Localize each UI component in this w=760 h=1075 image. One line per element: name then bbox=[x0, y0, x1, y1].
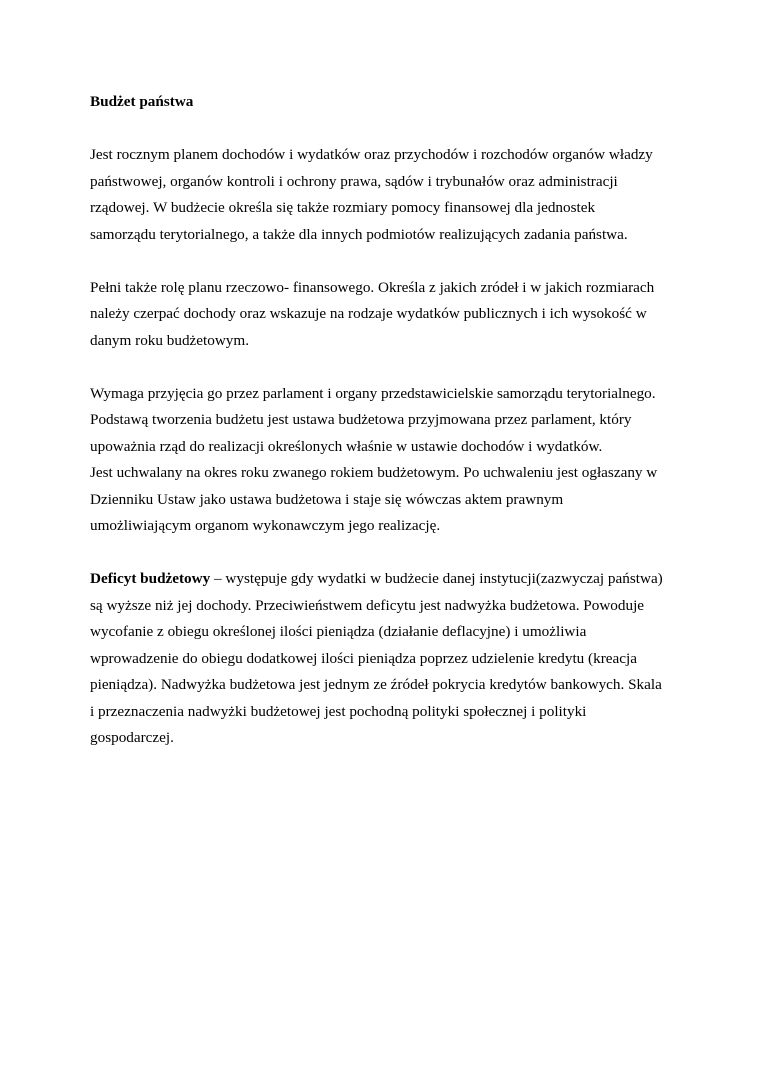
text-line: Podstawą tworzenia budżetu jest ustawa budżetowa przyjmowana przez parlament, który bbox=[90, 411, 632, 428]
text-line: samorządu terytorialnego, a także dla innych podmiotów realizujących zadania państwa. bbox=[90, 225, 628, 243]
text-line: należy czerpać dochody oraz wskazuje na rodzaje wydatków publicznych i ich wysokość w bbox=[90, 305, 647, 322]
paragraph-role bbox=[90, 275, 680, 355]
paragraph-deficit bbox=[90, 566, 680, 752]
paragraph-definition bbox=[90, 142, 680, 248]
text-line: gospodarczej. bbox=[90, 729, 174, 746]
deficit-first-line-text: – występuje gdy wydatki w budżecie danej instytucji(zazwyczaj państwa) bbox=[210, 570, 663, 587]
text-line: Wymaga przyjęcia go przez parlament i organy przedstawicielskie samorządu terytorialnego. bbox=[90, 384, 656, 402]
text-line: pieniądza). Nadwyżka budżetowa jest jednym ze źródeł pokrycia kredytów bankowych. Skala bbox=[90, 676, 662, 693]
text-line: rządowej. W budżecie określa się także rozmiary pomocy finansowej dla jednostek bbox=[90, 199, 596, 216]
text-line: i przeznaczenia nadwyżki budżetowej jest pochodną polityki społecznej i polityki bbox=[90, 702, 587, 720]
text-line: wprowadzenie do obiegu dodatkowej ilości pieniądza poprzez udzielenie kredytu (kreacja bbox=[90, 649, 637, 667]
text-line bbox=[90, 566, 680, 593]
paragraph-adoption bbox=[90, 381, 680, 540]
text-line: są wyższe niż jej dochody. Przeciwieństwem deficytu jest nadwyżka budżetowa. Powoduje bbox=[90, 596, 645, 614]
text-line: Pełni także rolę planu rzeczowo- finansowego. Określa z jakich zródeł i w jakich rozmiarach bbox=[90, 278, 655, 296]
text-line: danym roku budżetowym. bbox=[90, 331, 250, 349]
text-line: państwowej, organów kontroli i ochrony prawa, sądów i trybunałów oraz administracji bbox=[90, 172, 618, 190]
text-line: Jest rocznym planem dochodów i wydatków oraz przychodów i rozchodów organów władzy bbox=[90, 146, 653, 163]
deficit-term: Deficyt budżetowy bbox=[90, 570, 211, 587]
text-line: upoważnia rząd do realizacji określonych właśnie w ustawie dochodów i wydatków. bbox=[90, 437, 603, 455]
document-title: Budżet państwa bbox=[90, 93, 194, 110]
text-line: wycofanie z obiegu określonej ilości pieniądza (działanie deflacyjne) i umożliwia bbox=[90, 623, 587, 640]
text-line: umożliwiającym organom wykonawczym jego realizację. bbox=[90, 517, 441, 534]
document-body bbox=[90, 89, 680, 778]
text-line: Dzienniku Ustaw jako ustawa budżetowa i staje się wówczas aktem prawnym bbox=[90, 490, 564, 508]
text-line: Jest uchwalany na okres roku zwanego rokiem budżetowym. Po uchwaleniu jest ogłaszany w bbox=[90, 464, 658, 481]
